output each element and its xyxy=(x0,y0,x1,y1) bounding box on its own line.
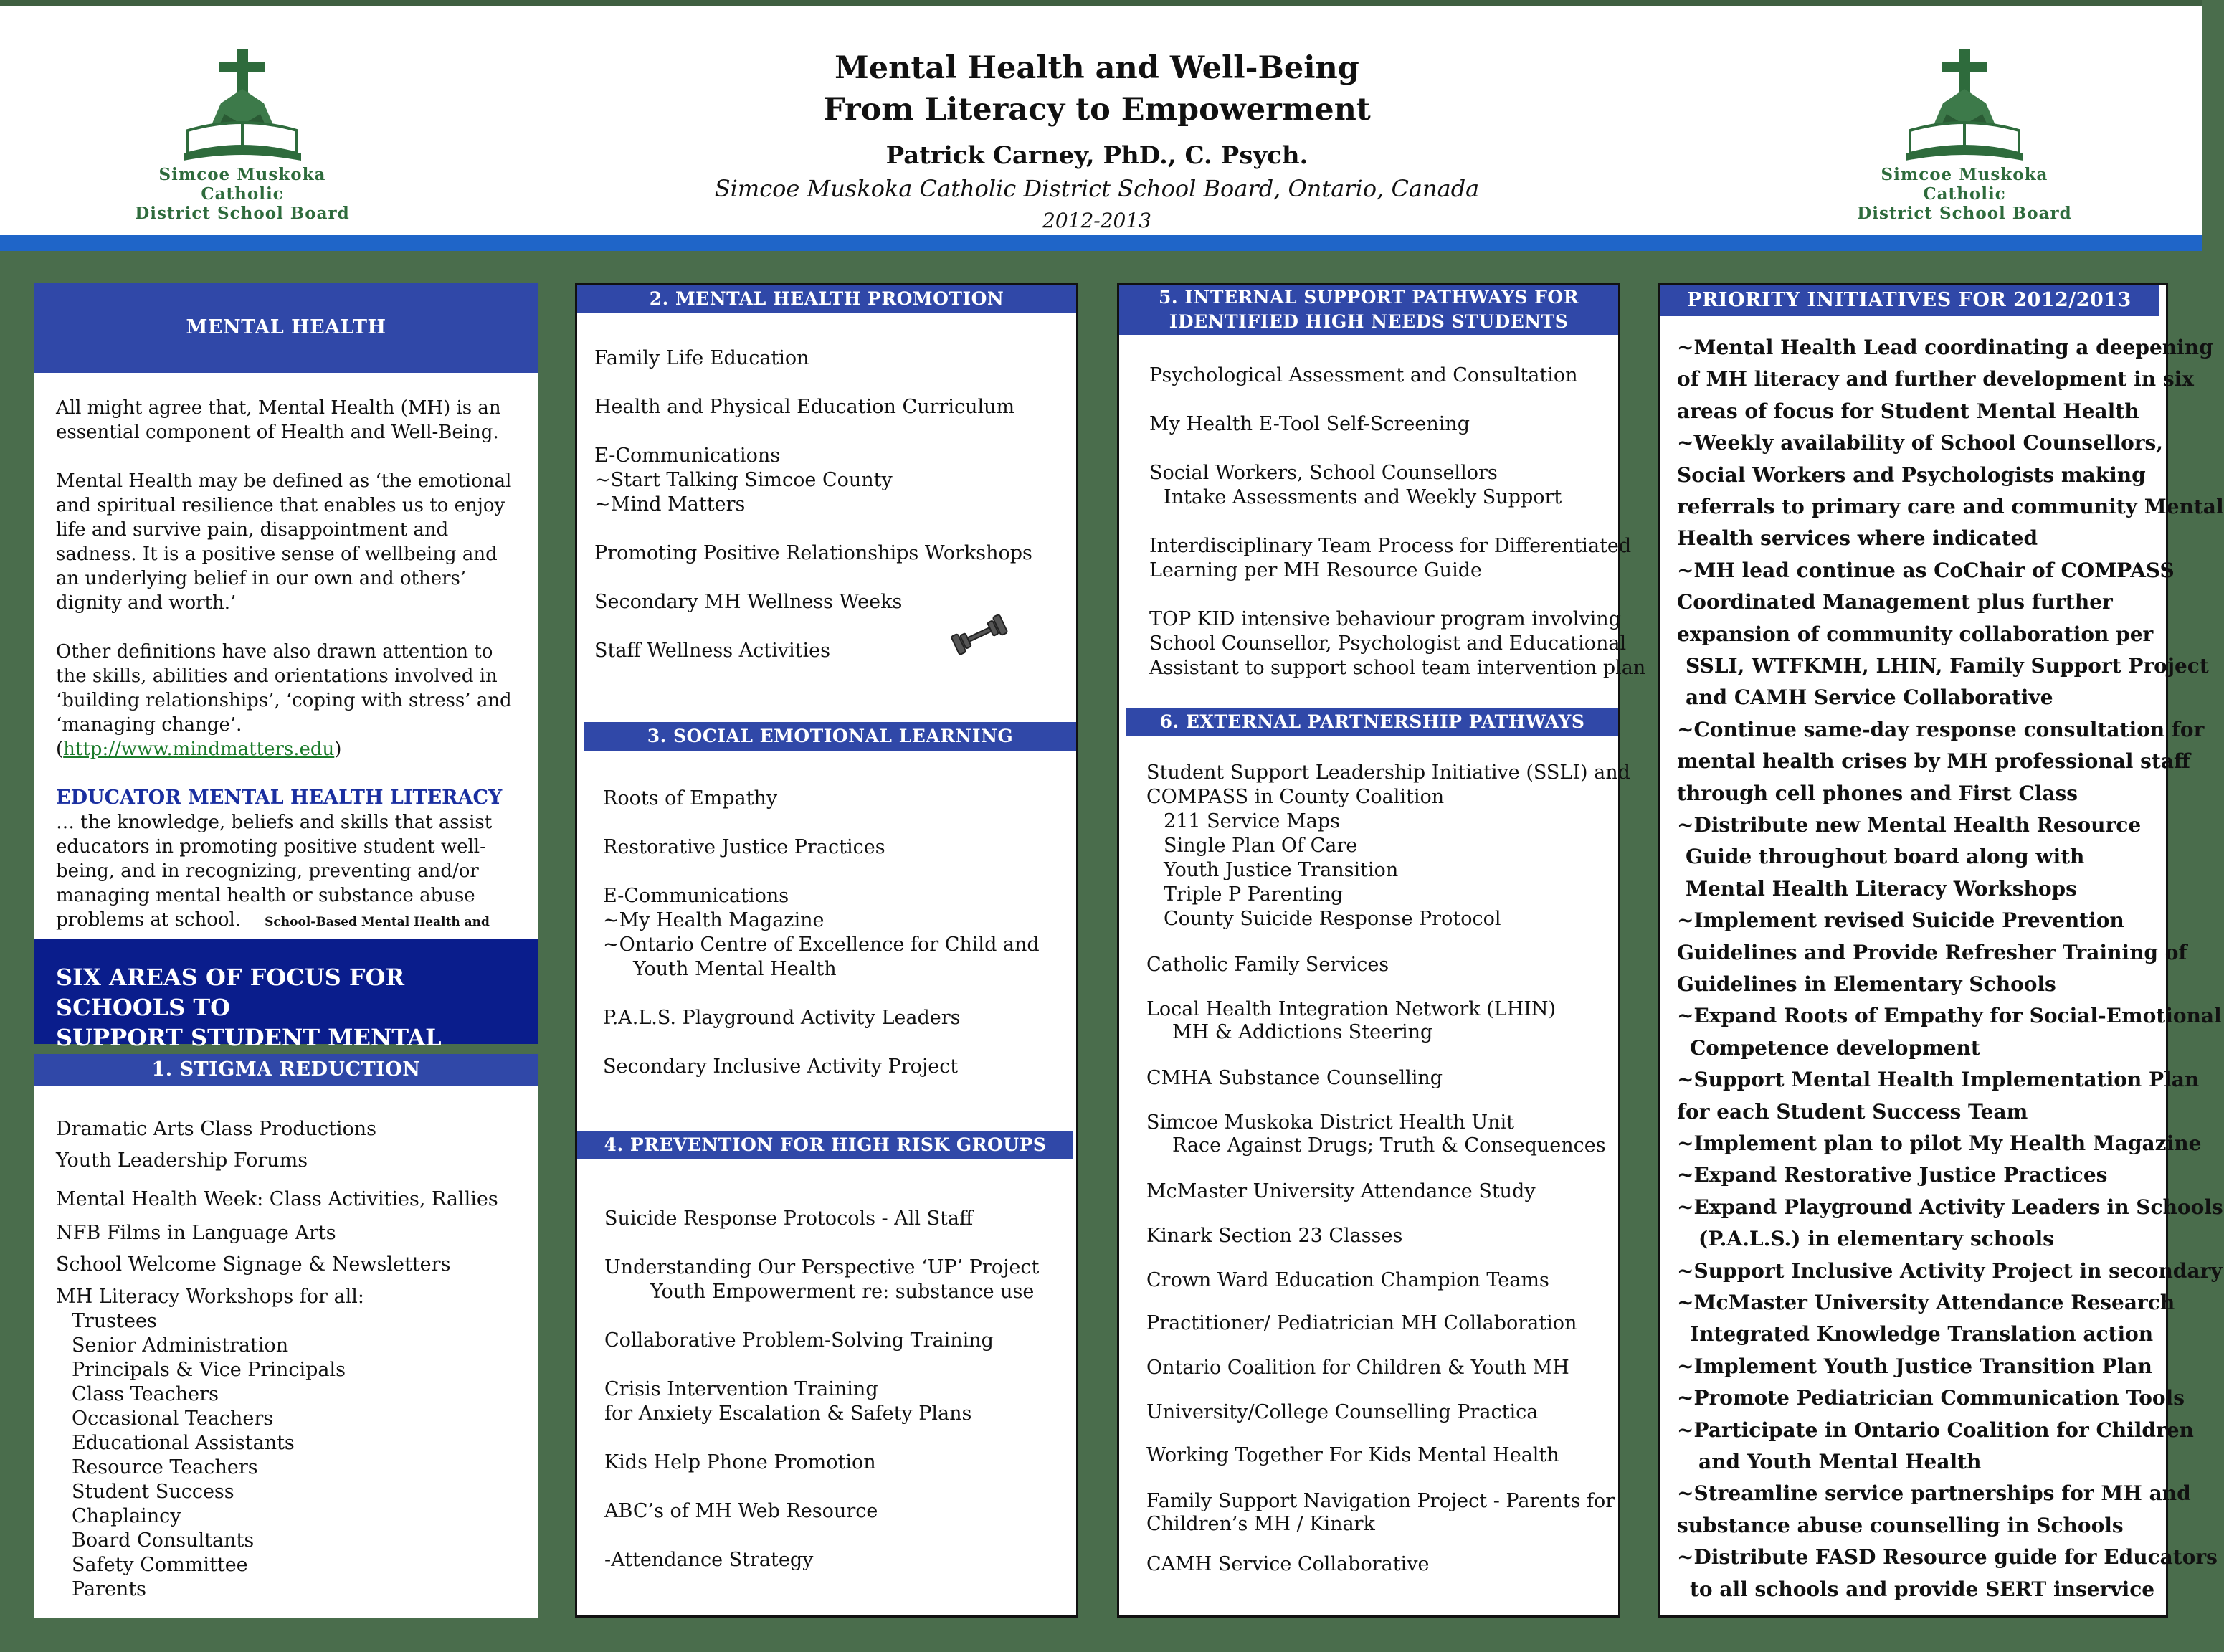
list-item: Children’s MH / Kinark xyxy=(1146,1513,1375,1535)
priority-item: ~Participate in Ontario Coalition for Children xyxy=(1677,1418,2194,1442)
mindmatters-link[interactable]: http://www.mindmatters.edu xyxy=(63,739,335,760)
priority-item: ~MH lead continue as CoChair of COMPASS xyxy=(1677,558,2175,582)
educator-literacy-title: EDUCATOR MENTAL HEALTH LITERACY xyxy=(56,787,503,809)
social-emotional-learning-heading: 3. SOCIAL EMOTIONAL LEARNING xyxy=(584,722,1076,751)
list-item: Kinark Section 23 Classes xyxy=(1146,1225,1403,1247)
stigma-reduction-panel xyxy=(34,1054,538,1618)
poster-header xyxy=(0,0,2202,235)
list-sub-item: Occasional Teachers xyxy=(72,1407,274,1430)
school-board-logo-left xyxy=(120,46,364,223)
list-sub-item: Safety Committee xyxy=(72,1554,248,1576)
priority-item: ~Mental Health Lead coordinating a deepening xyxy=(1677,336,2213,359)
cross-book-emblem-icon xyxy=(178,46,307,168)
six-areas-banner xyxy=(34,939,538,1051)
list-item: Promoting Positive Relationships Workshops xyxy=(594,542,1032,564)
priority-item: SSLI, WTFKMH, LHIN, Family Support Project xyxy=(1686,654,2209,678)
six-areas-line1: SIX AREAS OF FOCUS FOR SCHOOLS TO xyxy=(56,964,405,1021)
mh-paragraph-3-text: Other definitions have also drawn attention to the skills, abilities and orientations involved in ‘building relationships’, ‘coping with stress’ and ‘managing change’.( xyxy=(56,641,512,760)
educator-literacy-citation: School-Based Mental Health and xyxy=(265,915,490,929)
list-item: School Counsellor, Psychologist and Educational xyxy=(1149,632,1627,655)
priority-item: ~Distribute FASD Resource guide for Educators xyxy=(1677,1545,2218,1570)
priority-item: ~Streamline service partnerships for MH and xyxy=(1677,1481,2191,1506)
priority-item: (P.A.L.S.) in elementary schools xyxy=(1698,1227,2054,1251)
affiliation: Simcoe Muskoka Catholic District School Board, Ontario, Canada xyxy=(714,175,1480,202)
author: Patrick Carney, PhD., C. Psych. xyxy=(885,141,1308,170)
internal-support-heading xyxy=(1119,285,1618,335)
list-item: Youth Mental Health xyxy=(633,958,837,980)
mh-paragraph-3-end: ) xyxy=(334,739,342,760)
poster-title-line2: From Literacy to Empowerment xyxy=(823,92,1371,128)
priority-item: for each Student Success Team xyxy=(1677,1099,2028,1124)
list-item: My Health E-Tool Self-Screening xyxy=(1149,413,1470,435)
priority-item: ~Implement Youth Justice Transition Plan xyxy=(1677,1354,2152,1378)
list-item: Interdisciplinary Team Process for Differentiated xyxy=(1149,535,1632,557)
list-item: Intake Assessments and Weekly Support xyxy=(1164,486,1562,508)
list-item: Family Life Education xyxy=(594,347,809,369)
list-item: 211 Service Maps xyxy=(1164,810,1340,832)
list-sub-item: Parents xyxy=(72,1578,147,1600)
list-item: P.A.L.S. Playground Activity Leaders xyxy=(603,1007,961,1029)
list-item: Working Together For Kids Mental Health xyxy=(1146,1444,1559,1466)
priority-item: Health services where indicated xyxy=(1677,526,2038,551)
school-board-logo-right xyxy=(1843,46,2086,223)
list-item: Assistant to support school team intervention plan xyxy=(1149,657,1646,679)
priority-initiatives-heading: PRIORITY INITIATIVES FOR 2012/2013 xyxy=(1660,285,2159,316)
priority-item: ~Expand Roots of Empathy for Social-Emotional xyxy=(1677,1004,2222,1028)
list-item: Health and Physical Education Curriculum xyxy=(594,396,1015,418)
list-item: Psychological Assessment and Consultation xyxy=(1149,364,1578,386)
list-sub-item: Principals & Vice Principals xyxy=(72,1359,346,1381)
priority-item: ~Promote Pediatrician Communication Tools xyxy=(1677,1386,2185,1410)
list-item: Crown Ward Education Champion Teams xyxy=(1146,1269,1549,1291)
mental-health-promotion-heading: 2. MENTAL HEALTH PROMOTION xyxy=(577,285,1076,313)
list-item: Collaborative Problem-Solving Training xyxy=(604,1329,994,1352)
list-item: Catholic Family Services xyxy=(1146,954,1389,976)
list-item: Race Against Drugs; Truth & Consequences xyxy=(1172,1134,1606,1157)
cross-book-emblem-icon xyxy=(1900,46,2029,168)
list-item: Learning per MH Resource Guide xyxy=(1149,559,1482,581)
list-item: Student Support Leadership Initiative (SSLI) and xyxy=(1146,761,1630,784)
stigma-reduction-heading: 1. STIGMA REDUCTION xyxy=(34,1054,538,1086)
list-item: County Suicide Response Protocol xyxy=(1164,908,1501,930)
priority-item: referrals to primary care and community Mental xyxy=(1677,495,2224,518)
priority-item: Integrated Knowledge Translation action xyxy=(1690,1322,2154,1347)
mh-paragraph-1: All might agree that, Mental Health (MH) is an essential component of Health and Well-Being. xyxy=(56,397,501,443)
list-item: COMPASS in County Coalition xyxy=(1146,786,1445,808)
list-item: Simcoe Muskoka District Health Unit xyxy=(1146,1111,1515,1134)
list-item: Secondary Inclusive Activity Project xyxy=(603,1055,959,1078)
list-sub-item: Student Success xyxy=(72,1481,234,1503)
list-item: Youth Justice Transition xyxy=(1164,859,1399,881)
list-sub-item: Board Consultants xyxy=(72,1529,255,1552)
dumbbell-icon xyxy=(947,613,1012,656)
internal-support-heading-line2: IDENTIFIED HIGH NEEDS STUDENTS xyxy=(1169,311,1569,332)
list-item: -Attendance Strategy xyxy=(604,1549,814,1571)
priority-item: to all schools and provide SERT inservice xyxy=(1690,1577,2155,1601)
list-item: MH & Addictions Steering xyxy=(1172,1021,1433,1043)
external-partnership-heading: 6. EXTERNAL PARTNERSHIP PATHWAYS xyxy=(1126,708,1618,736)
priority-item: of MH literacy and further development in six xyxy=(1677,367,2194,391)
list-item: Ontario Coalition for Children & Youth MH xyxy=(1146,1357,1569,1379)
list-sub-item: Resource Teachers xyxy=(72,1456,258,1478)
list-item: CAMH Service Collaborative xyxy=(1146,1553,1430,1575)
priority-item: through cell phones and First Class xyxy=(1677,781,2078,805)
list-item: Practitioner/ Pediatrician MH Collaboration xyxy=(1146,1312,1577,1334)
list-item: Mental Health Week: Class Activities, Rallies xyxy=(56,1188,498,1210)
title-block xyxy=(502,47,1692,237)
priority-item: ~McMaster University Attendance Research xyxy=(1677,1291,2175,1314)
priority-item: ~Support Mental Health Implementation Plan xyxy=(1677,1068,2200,1092)
priority-item: ~Implement plan to pilot My Health Magazine xyxy=(1677,1131,2202,1155)
priority-item: ~Support Inclusive Activity Project in secondary xyxy=(1677,1258,2223,1283)
priority-item: ~Expand Playground Activity Leaders in Schools xyxy=(1677,1195,2223,1219)
list-item: Crisis Intervention Training xyxy=(604,1378,878,1400)
header-accent-bar xyxy=(0,235,2202,251)
priority-item: Guidelines in Elementary Schools xyxy=(1677,972,2056,996)
six-areas-line2: SUPPORT STUDENT MENTAL xyxy=(56,1024,442,1051)
list-item: Understanding Our Perspective ‘UP’ Project xyxy=(604,1256,1040,1278)
list-item: E-Communications xyxy=(603,885,789,907)
list-sub-item: Chaplaincy xyxy=(72,1505,181,1527)
list-item: E-Communications xyxy=(594,445,781,467)
logo-text-line2: District School Board xyxy=(135,204,350,223)
priority-item: Guide throughout board along with xyxy=(1686,845,2085,869)
educator-literacy-definition: … the knowledge, beliefs and skills that assist educators in promoting positive student well-being, and in recognizing, preventing and/or managing mental health or substance abuse problems at school. xyxy=(56,812,493,931)
list-item: Kids Help Phone Promotion xyxy=(604,1451,876,1473)
priority-item: ~Expand Restorative Justice Practices xyxy=(1677,1163,2108,1187)
list-item: Youth Empowerment re: substance use xyxy=(650,1281,1035,1303)
priority-item: ~Implement revised Suicide Prevention xyxy=(1677,908,2124,933)
priority-item: substance abuse counselling in Schools xyxy=(1677,1513,2124,1537)
priority-item: and Youth Mental Health xyxy=(1698,1450,1982,1473)
priority-item: expansion of community collaboration per xyxy=(1677,622,2154,646)
mh-paragraph-2: Mental Health may be defined as ‘the emotional and spiritual resilience that enables us to enjoy life and survive pain, disappointment and sadness. It is a positive sense of wellbeing and an underlying belief in our own and others’ dignity and worth.’ xyxy=(56,470,512,614)
list-item: Family Support Navigation Project - Parents for xyxy=(1146,1490,1615,1512)
list-item: TOP KID intensive behaviour program involving xyxy=(1149,608,1621,630)
list-item: Staff Wellness Activities xyxy=(594,640,830,662)
priority-item: Competence development xyxy=(1690,1035,1980,1060)
list-item: School Welcome Signage & Newsletters xyxy=(56,1253,451,1276)
educator-literacy-text xyxy=(56,810,522,961)
list-item: Single Plan Of Care xyxy=(1164,835,1358,857)
list-item: Roots of Empathy xyxy=(603,787,778,810)
list-item: Dramatic Arts Class Productions xyxy=(56,1118,377,1140)
list-item: ~Ontario Centre of Excellence for Child and xyxy=(603,934,1040,956)
list-item: Social Workers, School Counsellors xyxy=(1149,462,1498,484)
priority-item: ~Weekly availability of School Counsellors, xyxy=(1677,431,2164,455)
years: 2012-2013 xyxy=(1042,209,1151,232)
list-item: Suicide Response Protocols - All Staff xyxy=(604,1207,974,1230)
list-item: ~Mind Matters xyxy=(594,493,746,516)
internal-support-heading-line1: 5. INTERNAL SUPPORT PATHWAYS FOR xyxy=(1159,287,1579,308)
priority-item: mental health crises by MH professional staff xyxy=(1677,749,2190,774)
list-item: McMaster University Attendance Study xyxy=(1146,1180,1536,1202)
mental-health-text xyxy=(56,396,522,961)
mh-paragraph-3 xyxy=(56,640,522,761)
list-item: Youth Leadership Forums xyxy=(56,1149,308,1172)
logo-text-line1: Simcoe Muskoka Catholic xyxy=(158,165,326,204)
list-sub-item: Trustees xyxy=(72,1310,157,1332)
priority-item: Mental Health Literacy Workshops xyxy=(1686,876,2077,901)
list-item: Secondary MH Wellness Weeks xyxy=(594,591,903,613)
list-item: MH Literacy Workshops for all: xyxy=(56,1286,364,1308)
column-2-panel xyxy=(575,283,1078,1618)
prevention-heading: 4. PREVENTION FOR HIGH RISK GROUPS xyxy=(577,1131,1073,1159)
list-item: for Anxiety Escalation & Safety Plans xyxy=(604,1402,972,1425)
priority-item: areas of focus for Student Mental Health xyxy=(1677,399,2139,423)
priority-item: and CAMH Service Collaborative xyxy=(1686,685,2053,710)
priority-item: Guidelines and Provide Refresher Training of xyxy=(1677,940,2187,964)
list-sub-item: Educational Assistants xyxy=(72,1432,295,1454)
priority-item: Coordinated Management plus further xyxy=(1677,590,2113,614)
list-item: ~My Health Magazine xyxy=(603,909,825,931)
list-item: Local Health Integration Network (LHIN) xyxy=(1146,998,1557,1020)
priority-item: Social Workers and Psychologists making xyxy=(1677,462,2146,487)
mental-health-heading: MENTAL HEALTH xyxy=(34,283,538,373)
mental-health-panel xyxy=(34,283,538,939)
list-item: ~Start Talking Simcoe County xyxy=(594,469,893,491)
logo-text-line1: Simcoe Muskoka Catholic xyxy=(1881,165,2048,204)
list-item: NFB Films in Language Arts xyxy=(56,1222,336,1244)
list-sub-item: Class Teachers xyxy=(72,1383,219,1405)
list-item: ABC’s of MH Web Resource xyxy=(604,1500,878,1522)
priority-item: ~Continue same-day response consultation for xyxy=(1677,717,2205,741)
list-item: CMHA Substance Counselling xyxy=(1146,1067,1443,1089)
priority-initiatives-panel xyxy=(1658,283,2224,1618)
list-sub-item: Senior Administration xyxy=(72,1334,289,1357)
list-item: Triple P Parenting xyxy=(1164,883,1344,906)
logo-text-line2: District School Board xyxy=(1857,204,2072,223)
column-3-panel xyxy=(1117,283,1646,1618)
poster-title-line1: Mental Health and Well-Being xyxy=(835,50,1359,86)
list-item: Restorative Justice Practices xyxy=(603,836,885,858)
priority-item: ~Distribute new Mental Health Resource xyxy=(1677,813,2142,837)
list-item: University/College Counselling Practica xyxy=(1146,1401,1539,1423)
